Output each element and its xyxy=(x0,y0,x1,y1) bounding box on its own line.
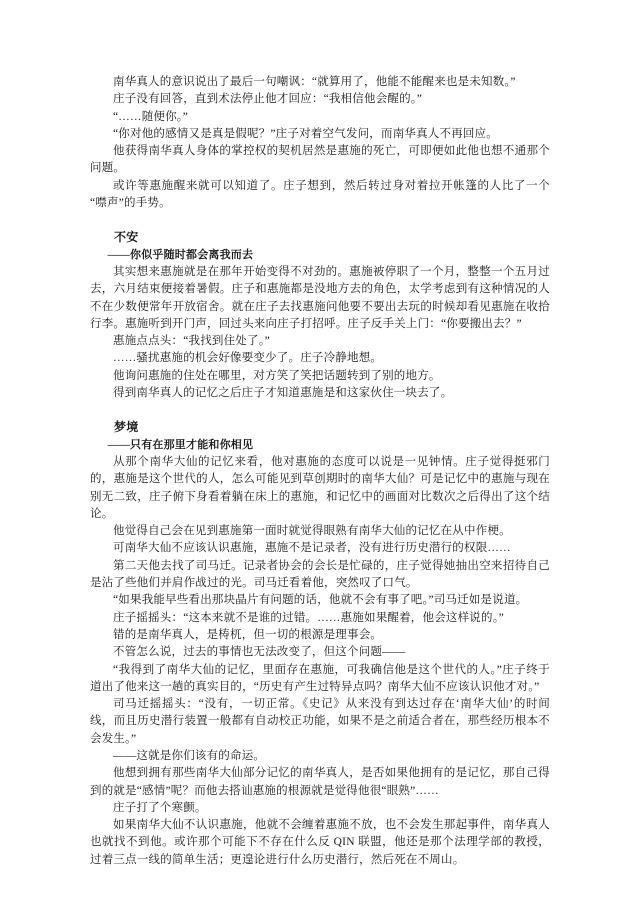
paragraph: 如果南华大仙不认识惠施，他就不会缠着惠施不放，也不会发生那起事件，南华真人也就找不到他。或许那个可能下不存在什么反 QIN 联盟，他还是那个法理学部的教授，过着三点一线的简单生活；更遑论进行什么历史潜行，然后死在不周山。 xyxy=(90,819,550,866)
paragraph: “你对他的感情又是真是假呢？”庄子对着空气发问，而南华真人不再回应。 xyxy=(113,127,499,140)
section-buan xyxy=(90,229,550,402)
section-subtitle: ——只有在那里才能和你相见 xyxy=(107,438,254,451)
paragraph: 司马迁摇摇头：“没有，一切正常。《史记》从来没有到达过存在‘南华大仙’的时间线，而且历史潜行装置一般都有自动校正功能，如果不是之前适合者在，那些经历根本不会发生。” xyxy=(90,698,550,745)
paragraph: 庄子摇摇头：“这本来就不是谁的过错。……惠施如果醒着，他会这样说的。” xyxy=(113,611,504,624)
paragraph: 他觉得自己会在见到惠施第一面时就觉得眼熟有南华大仙的记忆在从中作梗。 xyxy=(113,525,511,538)
paragraph: 其实想来惠施就是在那年开始变得不对劲的。惠施被停职了一个月，整整一个五月过去，六月结束便接着暑假。庄子和惠施都是没地方去的角色，太学考虑到有这种情况的人不在少数便常年开放宿舍。就在庄子去找惠施问他要不要出去玩的时候却看见惠施在收拾行李。惠施听到开门声，回过头来向庄子打招呼。庄子反手关上门：“你要搬出去？” xyxy=(90,265,550,330)
paragraph: 南华真人的意识说出了最后一句嘲讽：“就算用了，他能不能醒来也是未知数。” xyxy=(113,76,516,88)
paragraph: “……随便你。” xyxy=(113,110,189,123)
paragraph: 错的是南华真人，是梼杌，但一切的根源是理事会。 xyxy=(113,628,383,641)
section-mengjing xyxy=(90,419,550,869)
paragraph: “我得到了南华大仙的记忆，里面存在惠施，可我确信他是这个世代的人。”庄子终于道出了他来这一趟的真实目的，“历史有产生过特异点吗？南华大仙不应该认识他才对。” xyxy=(90,663,550,693)
paragraph: 得到南华真人的记忆之后庄子才知道惠施是和这家伙住一块去了。 xyxy=(113,387,453,400)
paragraph: 可南华大仙不应该认识惠施，惠施不是记录者，没有进行历史潜行的权限…… xyxy=(113,542,511,555)
section-title: 不安 xyxy=(114,230,139,245)
paragraph: 不管怎么说，过去的事情也无法改变了，但这个问题—— xyxy=(113,646,406,659)
paragraph: 庄子没有回答，直到术法停止他才回应：“我相信他会醒的。” xyxy=(113,93,423,106)
paragraph: 他想到拥有那些南华大仙部分记忆的南华真人，是否如果他拥有的是记忆，那自己得到的就是“感情”呢？而他去搭讪惠施的根源就是觉得他很“眼熟”…… xyxy=(90,767,550,797)
paragraph: 或许等惠施醒来就可以知道了。庄子想到，然后转过身对着拉开帐篷的人比了一个“噤声”的手势。 xyxy=(90,179,550,210)
paragraph: 他询问惠施的住处在哪里，对方笑了笑把话题转到了别的地方。 xyxy=(113,369,441,382)
paragraph: 庄子打了个寒颤。 xyxy=(113,801,207,814)
section-subtitle: ——你似乎随时都会离我而去 xyxy=(107,248,254,261)
section-title: 梦境 xyxy=(114,420,139,435)
intro-block xyxy=(90,74,550,212)
paragraph: 从那个南华大仙的记忆来看，他对惠施的态度可以说是一见钟情。庄子觉得挺邪门的，惠施是这个世代的人，怎么可能见到草创期时的南华大仙？可是记忆中的惠施与现在别无二致，庄子俯下身看着躺在床上的惠施，和记忆中的画面对比数次之后得出了这个结论。 xyxy=(90,455,550,520)
paragraph: 他获得南华真人身体的掌控权的契机居然是惠施的死亡，可即便如此他也想不通那个问题。 xyxy=(90,145,550,175)
paragraph: 第二天他去找了司马迁。记录者协会的会长是忙碌的，庄子觉得她抽出空来招待自己是沾了些他们并肩作战过的光。司马迁看着他，突然叹了口气。 xyxy=(90,559,550,590)
paragraph: “如果我能早些看出那块晶片有问题的话，他就不会有事了吧。”司马迁如是说道。 xyxy=(113,594,528,607)
paragraph: 惠施点点头：“我找到住处了。” xyxy=(113,335,270,348)
paragraph: ——这就是你们该有的命运。 xyxy=(113,749,266,762)
paragraph: ……骚扰惠施的机会好像要变少了。庄子冷静地想。 xyxy=(113,352,383,365)
